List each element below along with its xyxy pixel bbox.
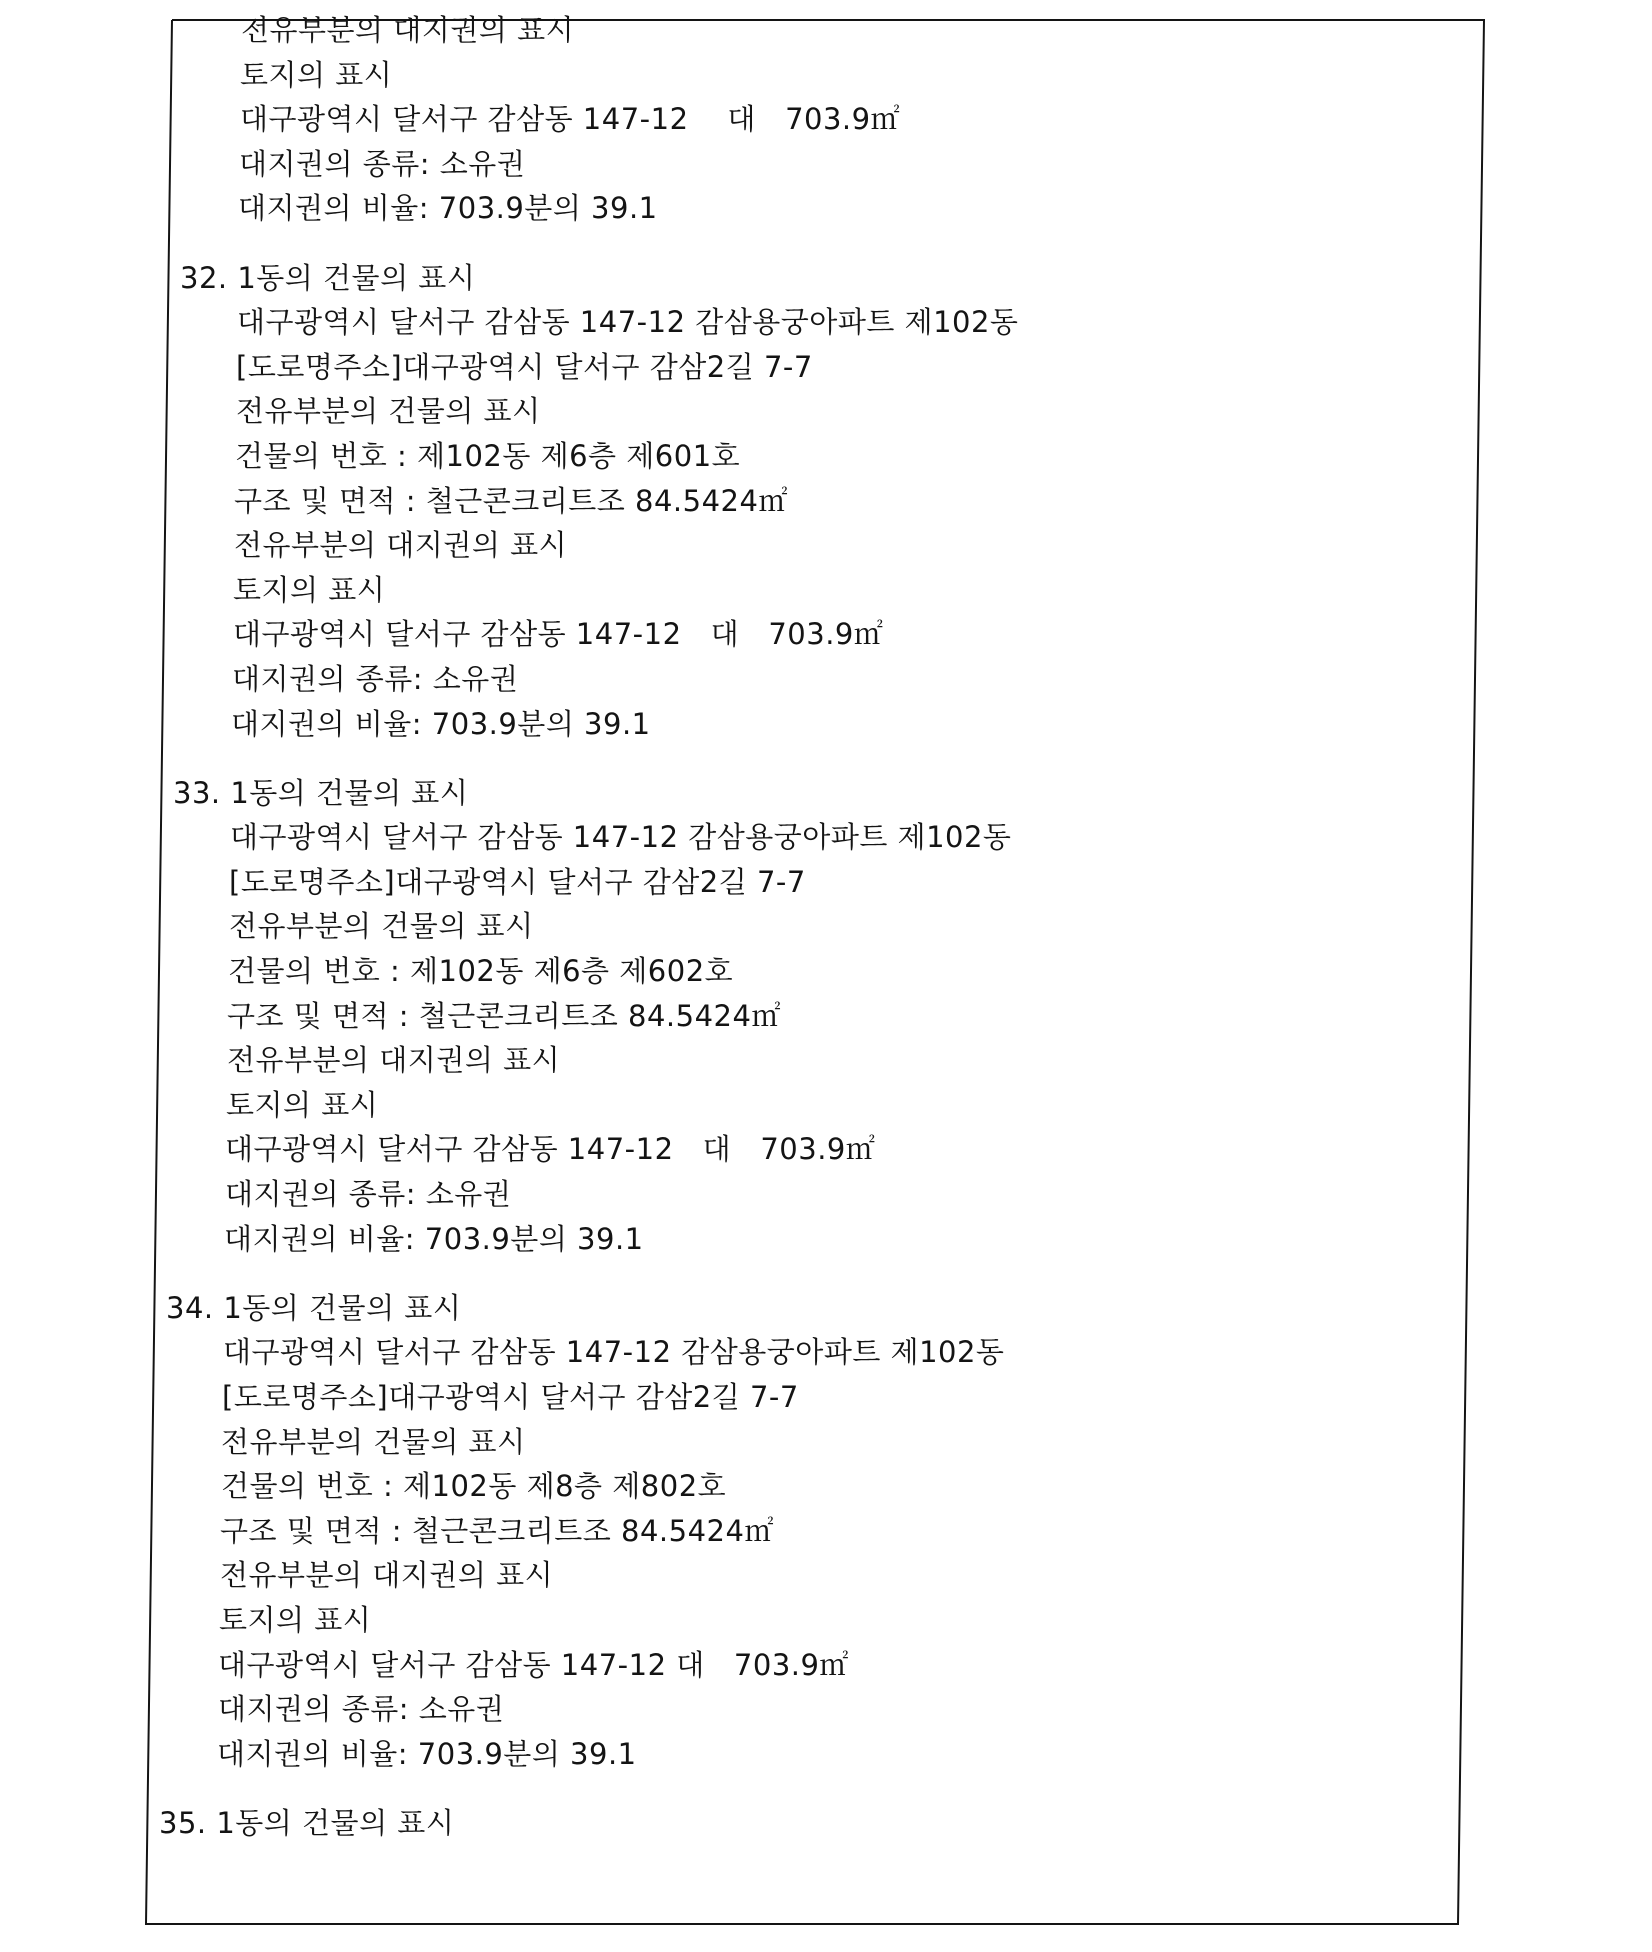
body-line: 토지의 표시 [219,1603,372,1637]
body-line: 대지권의 종류: 소유권 [218,1692,505,1726]
body-line: 대지권의 비율: 703.9분의 39.1 [238,191,658,225]
body-line: 전유부분의 건물의 표시 [221,1425,526,1459]
section-number: 34. [166,1291,214,1325]
body-line: 대구광역시 달서구 감삼동 147-12 감삼용궁아파트 제102동 [230,820,1012,854]
section-number: 33. [173,776,221,810]
section-heading [173,775,468,811]
body-line: 대구광역시 달서구 감삼동 147-12 대 703.9㎡ [240,102,901,136]
body-line: 대지권의 비율: 703.9분의 39.1 [231,707,651,741]
section-heading [180,260,475,296]
section-title: 1동의 건물의 표시 [237,261,476,295]
body-line: [도로명주소]대구광역시 달서구 감삼2길 7-7 [229,865,806,899]
section-title: 1동의 건물의 표시 [223,1291,462,1325]
body-line: 대구광역시 달서구 감삼동 147-12 대 703.9㎡ [218,1648,849,1682]
body-line: 구조 및 면적 : 철근콘크리트조 84.5424㎡ [227,999,781,1033]
body-line: 대지권의 종류: 소유권 [232,662,519,696]
body-line: 건물의 번호 : 제102동 제6층 제602호 [228,954,734,988]
section-title: 1동의 건물의 표시 [216,1806,455,1840]
body-line: 구조 및 면적 : 철근콘크리트조 84.5424㎡ [234,484,788,518]
body-line: 대지권의 종류: 소유권 [225,1177,512,1211]
body-line: 전유부분의 건물의 표시 [236,394,541,428]
body-line: 전유부분의 대지권의 표시 [220,1558,554,1592]
body-line: 전유부분의 건물의 표시 [229,909,534,943]
body-line: [도로명주소]대구광역시 달서구 감삼2길 7-7 [222,1380,799,1414]
section-title: 1동의 건물의 표시 [230,776,469,810]
body-line: 전유부분의 대지권의 표시 [234,528,568,562]
section-heading [159,1805,454,1841]
body-line: 전유부분의 대지권의 표시 [227,1043,561,1077]
body-line: 전유부분의 대지권의 표시 [241,13,575,47]
body-line: 건물의 번호 : 제102동 제8층 제802호 [221,1469,727,1503]
section-number: 35. [159,1806,207,1840]
body-line: 대지권의 비율: 703.9분의 39.1 [217,1737,637,1771]
body-line: 토지의 표시 [240,58,393,92]
body-line: 건물의 번호 : 제102동 제6층 제601호 [235,439,741,473]
section-heading [166,1290,461,1326]
body-line: [도로명주소]대구광역시 달서구 감삼2길 7-7 [236,350,813,384]
body-line: 대지권의 종류: 소유권 [239,147,526,181]
body-line: 대구광역시 달서구 감삼동 147-12 대 703.9㎡ [233,617,884,651]
body-line: 토지의 표시 [233,573,386,607]
body-line: 구조 및 면적 : 철근콘크리트조 84.5424㎡ [220,1514,774,1548]
body-line: 대구광역시 달서구 감삼동 147-12 감삼용궁아파트 제102동 [237,305,1019,339]
body-line: 대구광역시 달서구 감삼동 147-12 감삼용궁아파트 제102동 [223,1335,1005,1369]
body-line: 토지의 표시 [226,1088,379,1122]
body-line: 대구광역시 달서구 감삼동 147-12 대 703.9㎡ [225,1132,876,1166]
section-number: 32. [180,261,228,295]
body-line: 대지권의 비율: 703.9분의 39.1 [224,1222,644,1256]
